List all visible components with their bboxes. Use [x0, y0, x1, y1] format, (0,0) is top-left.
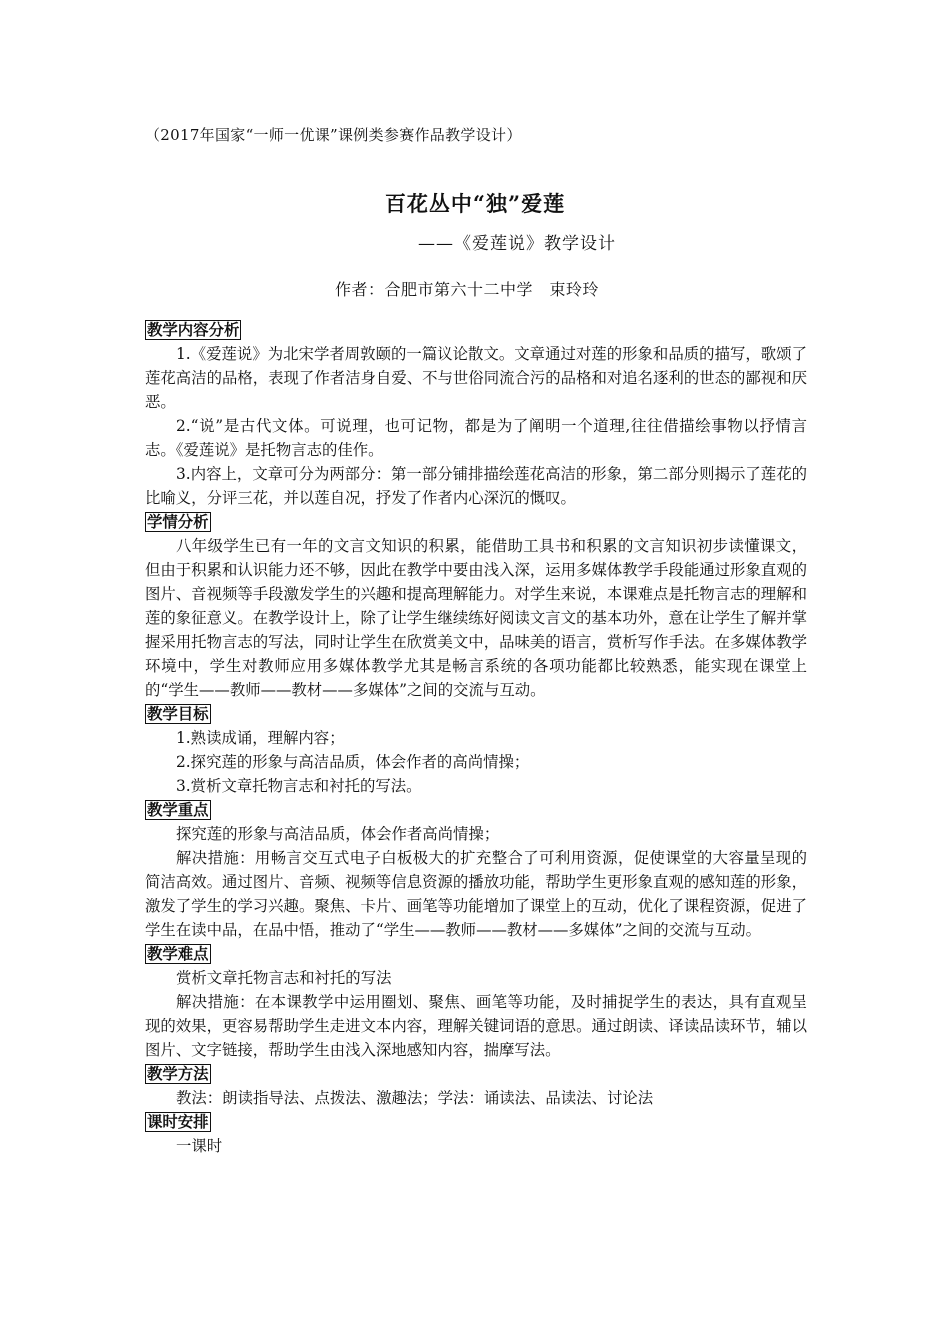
document-body: [145, 318, 807, 1158]
document-subtitle: ——《爱莲说》教学设计: [418, 234, 616, 254]
section-objectives: [145, 702, 807, 798]
paragraph: 一课时: [176, 1137, 223, 1155]
section-schedule: [145, 1110, 807, 1158]
paragraph: 2.探究莲的形象与高洁品质，体会作者的高尚情操；: [176, 753, 530, 771]
section-heading: 教学内容分析: [147, 321, 240, 339]
paragraph: 教法：朗读指导法、点拨法、激趣法；学法：诵读法、品读法、讨论法: [176, 1089, 654, 1107]
contest-line: （2017年国家“一师一优课”课例类参赛作品教学设计）: [145, 126, 522, 144]
author-line: 作者：合肥市第六十二中学 束玲玲: [335, 280, 600, 299]
paragraph: 1.《爱莲说》为北宋学者周敦颐的一篇议论散文。文章通过对莲的形象和品质的描写，歌颂了莲花高洁的品格，表现了作者洁身自爱、不与世俗同流合污的品格和对追名逐利的世态的鄙视和厌恶。: [145, 345, 807, 411]
paragraph: 1.熟读成诵，理解内容；: [176, 729, 345, 747]
paragraph: 探究莲的形象与高洁品质，体会作者高尚情操；: [176, 825, 500, 843]
section-heading: 教学目标: [147, 705, 209, 723]
section-heading: 教学重点: [147, 801, 209, 819]
paragraph: 解决措施：在本课教学中运用圈划、聚焦、画笔等功能，及时捕捉学生的表达，具有直观呈现的效果，更容易帮助学生走进文本内容，理解关键词语的意思。通过朗读、译读品读环节，辅以图片、文字链接，帮助学生由浅入深地感知内容，揣摩写法。: [145, 993, 807, 1059]
section-heading: 教学难点: [147, 945, 209, 963]
section-difficulties: [145, 942, 807, 1062]
paragraph: 3.赏析文章托物言志和衬托的写法。: [176, 777, 422, 795]
section-heading: 教学方法: [147, 1065, 209, 1083]
section-key-points: [145, 798, 807, 942]
paragraph: 解决措施：用畅言交互式电子白板极大的扩充整合了可利用资源，促使课堂的大容量呈现的简洁高效。通过图片、音频、视频等信息资源的播放功能，帮助学生更形象直观的感知莲的形象，激发了学生的学习兴趣。聚焦、卡片、画笔等功能增加了课堂上的互动，优化了课程资源，促进了学生在读中品，在品中悟，推动了“学生——教师——教材——多媒体”之间的交流与互动。: [145, 849, 807, 939]
paragraph: 八年级学生已有一年的文言文知识的积累，能借助工具书和积累的文言知识初步读懂课文，但由于积累和认识能力还不够，因此在教学中要由浅入深，运用多媒体教学手段能通过形象直观的图片、音视频等手段激发学生的兴趣和提高理解能力。对学生来说，本课难点是托物言志的理解和莲的象征意义。在教学设计上，除了让学生继续练好阅读文言文的基本功外，意在让学生了解并掌握采用托物言志的写法，同时让学生在欣赏美文中，品味美的语言，赏析写作手法。在多媒体教学环境中，学生对教师应用多媒体教学尤其是畅言系统的各项功能都比较熟悉，能实现在课堂上的“学生——教师——教材——多媒体”之间的交流与互动。: [145, 537, 807, 699]
section-heading: 课时安排: [147, 1113, 209, 1131]
document-title: 百花丛中“独”爱莲: [384, 191, 566, 216]
section-methods: [145, 1062, 807, 1110]
section-heading: 学情分析: [147, 513, 209, 531]
paragraph: 赏析文章托物言志和衬托的写法: [176, 969, 392, 987]
paragraph: 2.“说”是古代文体。可说理，也可记物，都是为了阐明一个道理,往往借描绘事物以抒情言志。《爱莲说》是托物言志的佳作。: [145, 417, 807, 459]
paragraph: 3.内容上，文章可分为两部分：第一部分铺排描绘莲花高洁的形象，第二部分则揭示了莲花的比喻义，分评三花，并以莲自况，抒发了作者内心深沉的慨叹。: [145, 465, 807, 507]
section-content-analysis: [145, 318, 807, 510]
section-student-analysis: [145, 510, 807, 702]
